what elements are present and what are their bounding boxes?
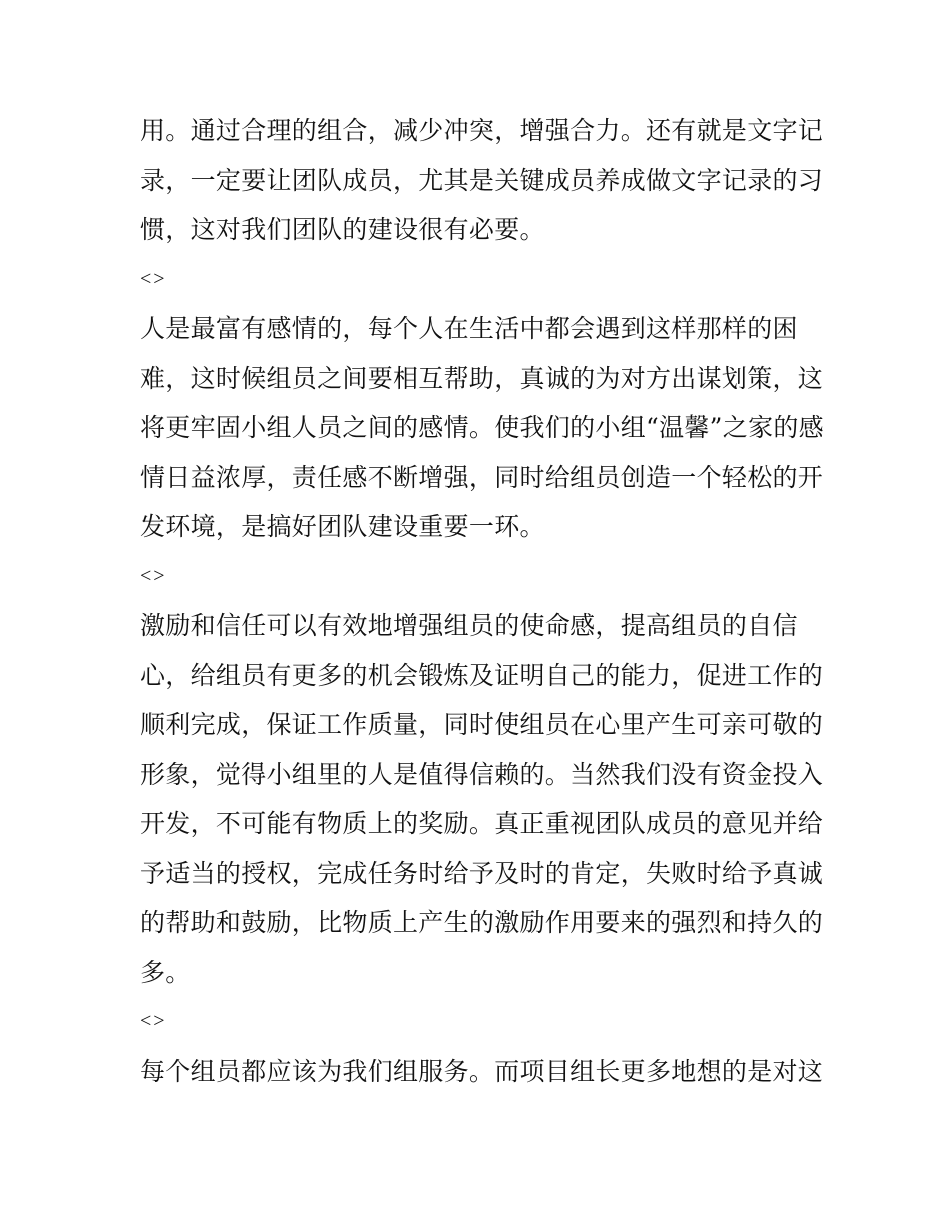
text-line: 每个组员都应该为我们组服务。而项目组长更多地想的是对这	[140, 1056, 824, 1086]
text-line: 心，给组员有更多的机会锻炼及证明自己的能力，促进工作的	[140, 660, 824, 690]
section-separator: <>	[140, 1010, 167, 1032]
text-line: 发环境，是搞好团队建设重要一环。	[140, 512, 545, 541]
section-separator: <>	[140, 267, 167, 290]
text-line: 顺利完成，保证工作质量，同时使组员在心里产生可亲可敬的	[140, 710, 824, 739]
text-line: 予适当的授权，完成任务时给予及时的肯定，失败时给予真诚	[140, 858, 824, 888]
text-line: 录，一定要让团队成员，尤其是关键成员养成做文字记录的习	[140, 165, 824, 195]
text-line: 的帮助和鼓励，比物质上产生的激励作用要来的强烈和持久的	[140, 908, 824, 937]
text-line: 惯，这对我们团队的建设很有必要。	[140, 215, 545, 244]
text-line: 情日益浓厚，责任感不断增强，同时给组员创造一个轻松的开	[140, 462, 824, 492]
text-line: 多。	[140, 957, 191, 987]
text-line: 难，这时候组员之间要相互帮助，真诚的为对方出谋划策，这	[140, 363, 824, 393]
section-separator: <>	[140, 564, 167, 587]
text-line: 将更牢固小组人员之间的感情。使我们的小组“温馨”之家的感	[140, 413, 824, 442]
text-line: 激励和信任可以有效地增强组员的使命感，提高组员的自信	[140, 611, 798, 640]
text-line: 人是最富有感情的，每个人在生活中都会遇到这样那样的困	[140, 314, 798, 343]
text-line: 用。通过合理的组合，减少冲突，增强合力。还有就是文字记	[140, 116, 824, 145]
text-line: 形象，觉得小组里的人是值得信赖的。当然我们没有资金投入	[140, 759, 824, 789]
body-text	[140, 106, 824, 1096]
text-line: 开发，不可能有物质上的奖励。真正重视团队成员的意见并给	[140, 809, 824, 838]
